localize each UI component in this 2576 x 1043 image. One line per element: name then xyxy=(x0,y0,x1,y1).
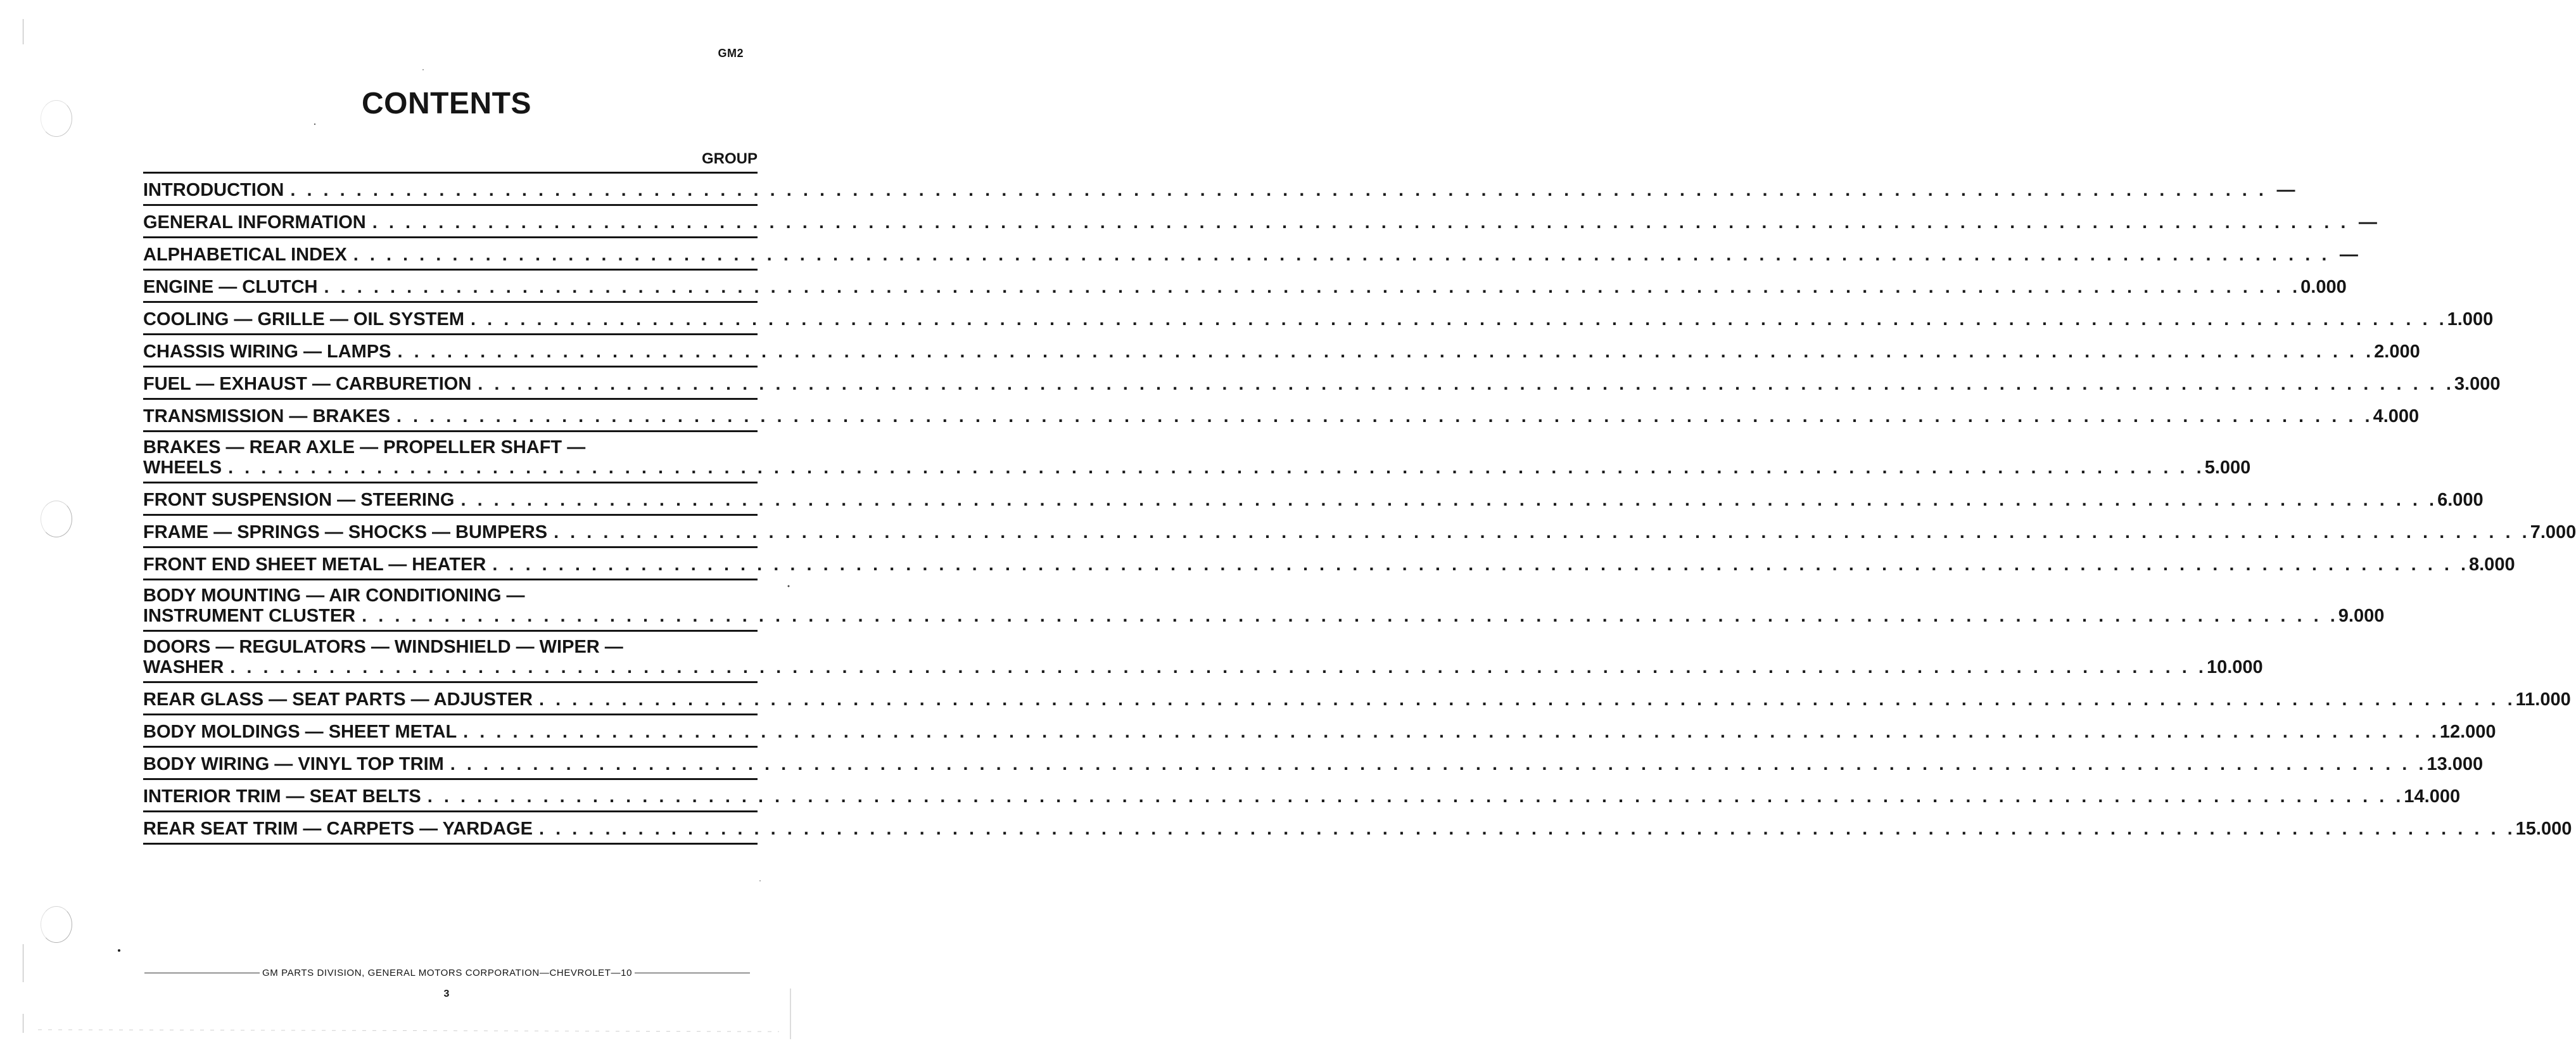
toc-entry-title-line: DOORS — REGULATORS — WINDSHIELD — WIPER — xyxy=(143,637,623,657)
toc-entry-group: 15.000 xyxy=(2515,819,2572,839)
dot-leader: . . . . . . . . . . . . . . . . . . . . . . . . . . . . . . . . . . . . . . . . . . . . . . . . . . . . . . . . . . . . . . . . . . . . . . . . . . . . . . . . . . . . . . . . . . . . . . . . . . . . . . . . . . . . . . . . . . . . . . . . xyxy=(463,722,2440,742)
toc-entry-title: FRAME — SPRINGS — SHOCKS — BUMPERS xyxy=(143,522,548,542)
toc-entry-title-line: BODY MOUNTING — AIR CONDITIONING — xyxy=(143,585,525,606)
toc-entry-group: — xyxy=(2339,245,2358,265)
dot-leader: . . . . . . . . . . . . . . . . . . . . . . . . . . . . . . . . . . . . . . . . . . . . . . . . . . . . . . . . . . . . . . . . . . . . . . . . . . . . . . . . . . . . . . . . . . . . . . . . . . . . . . . . . . . . . . . . . . . . . . . . xyxy=(554,522,2530,542)
toc-entry-title: INSTRUMENT CLUSTER xyxy=(143,606,356,626)
footer-text: GM PARTS DIVISION, GENERAL MOTORS CORPORATION—CHEVROLET—10 xyxy=(262,968,633,978)
toc-entry-title: BODY WIRING — VINYL TOP TRIM xyxy=(143,754,444,774)
toc-entry-group: 0.000 xyxy=(2300,277,2347,297)
dot-leader: . . . . . . . . . . . . . . . . . . . . . . . . . . . . . . . . . . . . . . . . . . . . . . . . . . . . . . . . . . . . . . . . . . . . . . . . . . . . . . . . . . . . . . . . . . . . . . . . . . . . . . . . . . . . . . . . . . . . . . . . xyxy=(492,554,2469,575)
toc-entry-title: REAR SEAT TRIM — CARPETS — YARDAGE xyxy=(143,819,533,839)
toc-entry-title: COOLING — GRILLE — OIL SYSTEM xyxy=(143,309,464,330)
dot-leader: . . . . . . . . . . . . . . . . . . . . . . . . . . . . . . . . . . . . . . . . . . . . . . . . . . . . . . . . . . . . . . . . . . . . . . . . . . . . . . . . . . . . . . . . . . . . . . . . . . . . . . . . . . . . . . . . . . . . . . . . xyxy=(460,490,2438,510)
toc-entry-group: 13.000 xyxy=(2427,754,2484,774)
toc-entry-group: 7.000 xyxy=(2530,522,2576,542)
page-title: CONTENTS xyxy=(362,87,531,120)
page-number: 3 xyxy=(443,989,450,999)
toc-entry-group: 9.000 xyxy=(2338,606,2385,626)
toc-entry-title: GENERAL INFORMATION xyxy=(143,212,366,233)
toc-entry-group: — xyxy=(2276,180,2295,200)
dot-leader: . . . . . . . . . . . . . . . . . . . . . . . . . . . . . . . . . . . . . . . . . . . . . . . . . . . . . . . . . . . . . . . . . . . . . . . . . . . . . . . . . . . . . . . . . . . . . . . . . . . . . . . . . . . . . . . . . . . . . . . . xyxy=(353,245,2330,265)
toc-entry-title: BODY MOLDINGS — SHEET METAL xyxy=(143,722,457,742)
toc-entry-group: 10.000 xyxy=(2206,657,2263,677)
toc-entry-title: INTRODUCTION xyxy=(143,180,284,200)
toc-entry-group: 2.000 xyxy=(2374,342,2420,362)
dot-leader: . . . . . . . . . . . . . . . . . . . . . . . . . . . . . . . . . . . . . . . . . . . . . . . . . . . . . . . . . . . . . . . . . . . . . . . . . . . . . . . . . . . . . . . . . . . . . . . . . . . . . . . . . . . . . . . . . . . . . . . . xyxy=(397,342,2375,362)
toc-entry-group: 6.000 xyxy=(2437,490,2484,510)
toc-entry-title: WASHER xyxy=(143,657,224,677)
toc-entry-title: ENGINE — CLUTCH xyxy=(143,277,318,297)
toc-entry-title: CHASSIS WIRING — LAMPS xyxy=(143,342,391,362)
toc-entry-group: 12.000 xyxy=(2439,722,2496,742)
dot-leader: . . . . . . . . . . . . . . . . . . . . . . . . . . . . . . . . . . . . . . . . . . . . . . . . . . . . . . . . . . . . . . . . . . . . . . . . . . . . . . . . . . . . . . . . . . . . . . . . . . . . . . . . . . . . . . . . . . . . . . . . xyxy=(228,458,2205,478)
toc-entry-group: 3.000 xyxy=(2454,374,2501,394)
document-code: GM2 xyxy=(718,47,744,60)
dot-leader: . . . . . . . . . . . . . . . . . . . . . . . . . . . . . . . . . . . . . . . . . . . . . . . . . . . . . . . . . . . . . . . . . . . . . . . . . . . . . . . . . . . . . . . . . . . . . . . . . . . . . . . . . . . . . . . . . . . . . . . . xyxy=(538,689,2516,710)
toc-entry-title: REAR GLASS — SEAT PARTS — ADJUSTER xyxy=(143,689,533,710)
toc-entry-title: FRONT END SHEET METAL — HEATER xyxy=(143,554,486,575)
dot-leader: . . . . . . . . . . . . . . . . . . . . . . . . . . . . . . . . . . . . . . . . . . . . . . . . . . . . . . . . . . . . . . . . . . . . . . . . . . . . . . . . . . . . . . . . . . . . . . . . . . . . . . . . . . . . . . . . . . . . . . . . xyxy=(324,277,2301,297)
toc-entry-title: FRONT SUSPENSION — STEERING xyxy=(143,490,455,510)
dot-leader: . . . . . . . . . . . . . . . . . . . . . . . . . . . . . . . . . . . . . . . . . . . . . . . . . . . . . . . . . . . . . . . . . . . . . . . . . . . . . . . . . . . . . . . . . . . . . . . . . . . . . . . . . . . . . . . . . . . . . . . . xyxy=(427,786,2404,807)
dot-leader: . . . . . . . . . . . . . . . . . . . . . . . . . . . . . . . . . . . . . . . . . . . . . . . . . . . . . . . . . . . . . . . . . . . . . . . . . . . . . . . . . . . . . . . . . . . . . . . . . . . . . . . . . . . . . . . . . . . . . . . . xyxy=(362,606,2338,626)
dot-leader: . . . . . . . . . . . . . . . . . . . . . . . . . . . . . . . . . . . . . . . . . . . . . . . . . . . . . . . . . . . . . . . . . . . . . . . . . . . . . . . . . . . . . . . . . . . . . . . . . . . . . . . . . . . . . . . . . . . . . . . . xyxy=(478,374,2454,394)
dot-leader: . . . . . . . . . . . . . . . . . . . . . . . . . . . . . . . . . . . . . . . . . . . . . . . . . . . . . . . . . . . . . . . . . . . . . . . . . . . . . . . . . . . . . . . . . . . . . . . . . . . . . . . . . . . . . . . . . . . . . . . . xyxy=(471,309,2447,330)
dot-leader: . . . . . . . . . . . . . . . . . . . . . . . . . . . . . . . . . . . . . . . . . . . . . . . . . . . . . . . . . . . . . . . . . . . . . . . . . . . . . . . . . . . . . . . . . . . . . . . . . . . . . . . . . . . . . . . . . . . . . . . . xyxy=(372,212,2349,233)
toc-entry-group: 11.000 xyxy=(2515,689,2571,710)
dot-leader: . . . . . . . . . . . . . . . . . . . . . . . . . . . . . . . . . . . . . . . . . . . . . . . . . . . . . . . . . . . . . . . . . . . . . . . . . . . . . . . . . . . . . . . . . . . . . . . . . . . . . . . . . . . . . . . . . . . . . . . . xyxy=(450,754,2427,774)
toc-entry-title: WHEELS xyxy=(143,458,222,478)
toc-entry-title: FUEL — EXHAUST — CARBURETION xyxy=(143,374,472,394)
toc-entry-group: 1.000 xyxy=(2447,309,2494,330)
toc-entry-group: 8.000 xyxy=(2469,554,2515,575)
dot-leader: . . . . . . . . . . . . . . . . . . . . . . . . . . . . . . . . . . . . . . . . . . . . . . . . . . . . . . . . . . . . . . . . . . . . . . . . . . . . . . . . . . . . . . . . . . . . . . . . . . . . . . . . . . . . . . . . . . . . . . . . xyxy=(396,406,2373,426)
toc-entry-title: INTERIOR TRIM — SEAT BELTS xyxy=(143,786,421,807)
group-column-header: GROUP xyxy=(701,150,758,167)
toc-entry-group: 14.000 xyxy=(2404,786,2461,807)
dot-leader: . . . . . . . . . . . . . . . . . . . . . . . . . . . . . . . . . . . . . . . . . . . . . . . . . . . . . . . . . . . . . . . . . . . . . . . . . . . . . . . . . . . . . . . . . . . . . . . . . . . . . . . . . . . . . . . . . . . . . . . . xyxy=(230,657,2207,677)
dot-leader: . . . . . . . . . . . . . . . . . . . . . . . . . . . . . . . . . . . . . . . . . . . . . . . . . . . . . . . . . . . . . . . . . . . . . . . . . . . . . . . . . . . . . . . . . . . . . . . . . . . . . . . . . . . . . . . . . . . . . . . . xyxy=(290,180,2267,200)
toc-entry-group: — xyxy=(2358,212,2377,233)
toc-entry-title: ALPHABETICAL INDEX xyxy=(143,245,347,265)
toc-entry-group: 4.000 xyxy=(2373,406,2420,426)
dot-leader: . . . . . . . . . . . . . . . . . . . . . . . . . . . . . . . . . . . . . . . . . . . . . . . . . . . . . . . . . . . . . . . . . . . . . . . . . . . . . . . . . . . . . . . . . . . . . . . . . . . . . . . . . . . . . . . . . . . . . . . . xyxy=(538,819,2516,839)
scan-specks xyxy=(0,0,811,1043)
toc-entry-title: TRANSMISSION — BRAKES xyxy=(143,406,390,426)
toc-entry-title-line: BRAKES — REAR AXLE — PROPELLER SHAFT — xyxy=(143,437,586,458)
toc-entry-group: 5.000 xyxy=(2204,458,2251,478)
